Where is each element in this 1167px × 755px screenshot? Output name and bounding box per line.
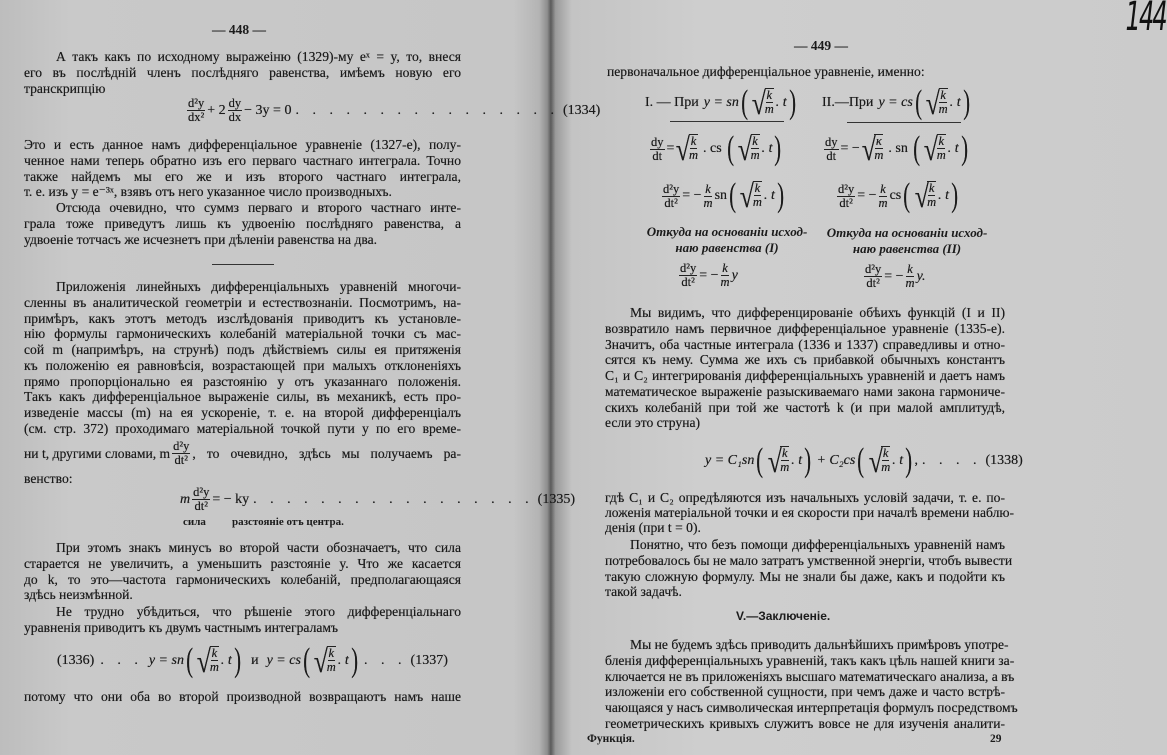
- square-root: [312, 643, 338, 679]
- case-2-result: [862, 263, 926, 290]
- conjunction: и: [251, 653, 259, 668]
- numerator: dy: [651, 134, 664, 149]
- numerator: k: [705, 181, 711, 196]
- fraction: [679, 262, 697, 289]
- text-line: до k, то это—частота гармоническихъ колебаній, предполагающаяся: [24, 571, 461, 587]
- denominator: dt: [826, 148, 837, 163]
- eq-term: = −: [699, 267, 719, 283]
- eq-term: =: [666, 141, 675, 156]
- parenthesized-argument: [855, 442, 914, 480]
- denominator: dx²: [188, 110, 205, 124]
- denominator: m: [326, 660, 336, 674]
- text-line: изведеніе массы (m) на ея ускореніе, т. е. на второй дифференціалъ: [24, 405, 461, 420]
- equation-number: (1335): [537, 491, 575, 507]
- fraction: [864, 263, 882, 290]
- text-line: (см. стр. 372) проходимаго матеріальной точкой пути y по его време-: [24, 420, 461, 436]
- handwritten-folio-number: 144: [1125, 0, 1166, 40]
- text-line: изложеніи его собственной сущности, при чемъ даже и часто встрѣ-: [605, 684, 1005, 700]
- eq-term: = −: [857, 188, 877, 203]
- fraction: [172, 440, 190, 467]
- text-line: грала тоже приведутъ лишь къ удвоенію послѣдняго равенства, а: [24, 215, 461, 231]
- square-root: [766, 443, 792, 479]
- fraction: [721, 262, 730, 289]
- footer-sheet-number: 29: [990, 733, 1002, 745]
- eq-term: y: [731, 267, 738, 283]
- eq-term: = − ky: [212, 491, 250, 507]
- radical-sign: √: [676, 131, 691, 167]
- text-line: также найдемъ мы его же и изъ второго частнаго интеграла,: [24, 168, 461, 184]
- text-line: бленія дифференціальныхъ уравненій, такъ какъ цѣль нашей книги за-: [605, 652, 1015, 668]
- denominator: m: [764, 102, 774, 116]
- parenthesized-argument: [727, 177, 786, 215]
- numerator: k: [880, 181, 886, 196]
- numerator: dy: [228, 96, 242, 110]
- fraction: [689, 134, 698, 162]
- text-line: прямо пропорціонально ея разстоянію y отъ указаннаго положенія.: [24, 373, 461, 389]
- radical-sign: ( √: [313, 643, 329, 679]
- denominator: m: [878, 195, 888, 210]
- case-1-second-derivative: [660, 177, 786, 215]
- text-line: Отсюда очевидно, что суммз перваго и второго частнаго инте-: [56, 200, 461, 215]
- text-line: примѣръ, какъ этотъ методъ изслѣдованія приводитъ къ установле-: [24, 310, 461, 326]
- numerator: k: [754, 181, 761, 195]
- equation-number: (1336): [57, 653, 95, 668]
- square-root: [674, 131, 700, 167]
- text-line: гдѣ C₁ и C₂ опредѣляются изъ начальныхъ условій задачи, т. е. по-: [605, 490, 1005, 505]
- text-line: сой m (напримѣръ, на струнѣ) подъ дѣйствіемъ силы ея притяженія: [24, 342, 461, 357]
- equation-1335: [180, 485, 575, 513]
- eq-term: . t: [949, 95, 961, 110]
- numerator: k: [722, 261, 728, 275]
- text-fragment: ни t, другими словами, m: [24, 445, 171, 461]
- leader-dots: . . . . . . . . . . . . . . . .: [295, 102, 559, 118]
- numerator: k: [766, 88, 773, 102]
- denominator: dt²: [681, 275, 695, 289]
- eq-term: sn: [714, 188, 728, 203]
- text-line: C₁ и C₂ интегрированія дифференціальныхъ уравненій и даетъ намъ: [605, 368, 1005, 383]
- eq-term: = −: [884, 268, 904, 284]
- case-2-first-derivative: [822, 130, 970, 168]
- rule: [670, 121, 784, 122]
- text-line: первоначальное дифференціальное уравненіе, именно:: [607, 64, 925, 79]
- eq-term: . t: [761, 141, 773, 156]
- caption: Откуда на основаніи исход-: [826, 225, 988, 240]
- label-force: сила: [183, 516, 206, 528]
- text-line: математическое выраженіе разыскиваемаго нами закона гармониче-: [605, 383, 1005, 399]
- eq-term: ,: [914, 453, 918, 468]
- text-line: къ положенію ея равновѣсія, возрастающей при малыхъ отклоненіяхъ: [24, 357, 461, 373]
- denominator: m: [720, 275, 730, 289]
- numerator: d²y: [663, 181, 680, 196]
- square-root: [867, 443, 893, 479]
- eq-term: . t: [892, 453, 904, 468]
- denominator: m: [750, 148, 760, 162]
- equation-number: (1334): [562, 102, 601, 118]
- text-line: сленны въ аналитической геометріи и естествознаніи. Посмотримъ, на-: [24, 294, 461, 310]
- radical-sign: ( √: [197, 643, 212, 679]
- leader-dots: . . . .: [921, 453, 982, 468]
- case-label: II.—При: [822, 95, 874, 110]
- eq-term: + 2: [207, 102, 226, 118]
- radical-sign: ( √: [767, 443, 782, 479]
- eq-term: = −: [840, 141, 860, 156]
- caption: Откуда на основаніи исход-: [646, 224, 808, 239]
- text-line: такой задачѣ.: [605, 584, 682, 600]
- eq-term: . t: [791, 453, 803, 468]
- radical-sign: ( √: [740, 178, 755, 214]
- numerator: d²y: [188, 96, 205, 110]
- page-number: — 448 —: [212, 22, 266, 37]
- label-distance: разстояніе отъ центра.: [232, 516, 344, 528]
- case-2-condition: [822, 84, 972, 122]
- right-page: [552, 0, 1167, 755]
- denominator: m: [927, 195, 937, 209]
- fraction: [704, 183, 713, 210]
- square-root: [195, 643, 221, 679]
- text-line: Понятно, что безъ помощи дифференціальныхъ уравненій намъ: [630, 537, 1005, 552]
- denominator: m: [905, 276, 915, 290]
- text-line: Это и есть данное намъ дифференціальное уравненіе (1327-е), полу-: [24, 137, 461, 152]
- eq-term: . t: [337, 653, 349, 668]
- denominator: dt²: [174, 453, 188, 467]
- eq-term: = −: [682, 188, 702, 203]
- equation-number: (1338): [985, 453, 1023, 468]
- square-root: [922, 131, 948, 167]
- text-line: При этомъ знакъ минусъ во второй части обозначаетъ, что сила: [56, 540, 461, 555]
- text-line: ложенія матеріальной точки и ея скорости при началѣ времени наблю-: [605, 505, 1015, 520]
- numerator: d²y: [173, 439, 190, 453]
- equations-1336-1337: [57, 642, 447, 680]
- text-line: ключается не въ приложеніяхъ высшаго математическаго анализа, а въ: [605, 668, 1015, 684]
- text-line: удвоеніе тотчасъ же исчезнетъ при дѣленіи равенства на два.: [24, 231, 378, 247]
- text-line: Мы не будемъ здѣсь приводить дальнѣйшихъ примѣровъ употре-: [630, 637, 1009, 652]
- radical-sign: ( √: [751, 85, 767, 121]
- denominator: m: [209, 660, 219, 674]
- fraction: [662, 183, 680, 210]
- caption: наю равенства (II): [852, 241, 962, 256]
- leader-dots: . . .: [100, 653, 143, 668]
- fraction: [192, 486, 210, 513]
- fraction: [879, 183, 888, 210]
- caption: наю равенства (I): [675, 240, 779, 255]
- parenthesized-argument: [901, 177, 960, 215]
- text-line: потребовалось бы не мало затратъ умственной энергіи, чтобъ вывести: [605, 552, 1013, 568]
- text-line: скихъ колебаній при той же частотѣ k (и при малой амплитудѣ,: [605, 399, 1005, 415]
- leader-dots: . . . . . . . . . . . . . . . . .: [253, 491, 534, 507]
- numerator: k: [328, 646, 335, 660]
- eq-term: y = sn: [148, 653, 184, 668]
- case-label: I. — При: [645, 95, 699, 110]
- page-number: — 449 —: [794, 38, 848, 53]
- eq-term: m: [180, 491, 191, 507]
- denominator: m: [936, 148, 946, 162]
- denominator: m: [881, 460, 891, 474]
- fraction: [187, 97, 205, 124]
- numerator: d²y: [865, 262, 882, 276]
- denominator: m: [874, 148, 884, 162]
- text-line: Мы видимъ, что дифференцированіе обѣихъ функцій (I и II): [630, 305, 1005, 320]
- denominator: m: [938, 102, 948, 116]
- radical-sign: ( √: [914, 178, 929, 214]
- rule: [847, 122, 961, 123]
- square-root: [750, 85, 776, 121]
- numerator: d²y: [680, 261, 697, 275]
- radical-sign: ( √: [868, 443, 883, 479]
- fraction: [650, 136, 665, 163]
- fraction: [210, 646, 219, 674]
- parenthesized-argument: [301, 642, 360, 680]
- equation-number: (1337): [410, 653, 448, 668]
- text-line: ченное нами теперь обратно изъ его перваго частнаго интеграла. Точно: [24, 152, 461, 168]
- text-line: т. е. изъ y = e⁻³ˣ, взявъ отъ него указанное число производныхъ.: [24, 184, 392, 200]
- text-line: если это струна): [605, 415, 701, 431]
- section-heading: V.—Заключеніе.: [736, 609, 831, 623]
- text-line: венство:: [24, 471, 73, 486]
- eq-term: − 3y = 0: [244, 102, 292, 118]
- section-divider: [212, 264, 274, 265]
- text-line: нію формулы гармоническихъ колебаній матеріальной точки съ мас-: [24, 326, 461, 342]
- eq-term: + C₂cs: [816, 453, 856, 468]
- text-line: А такъ какъ по исходному выражеіню (1329)-му eˣ = y, то, внеся: [56, 49, 461, 64]
- radical-sign: ( √: [925, 85, 940, 121]
- case-2-second-derivative: [835, 177, 960, 215]
- eq-term: . t: [763, 188, 775, 203]
- eq-term: . cs: [703, 141, 722, 156]
- eq-term: . t: [220, 653, 232, 668]
- numerator: d²y: [838, 181, 855, 196]
- eq-term: . sn: [888, 141, 908, 156]
- text-fragment: , то очевидно, здѣсь мы получаемъ ра-: [192, 445, 461, 461]
- fraction: [837, 183, 855, 210]
- eq-term: . t: [775, 95, 787, 110]
- square-root: [736, 131, 762, 167]
- case-1-condition: [645, 84, 798, 122]
- case-1-result: [677, 262, 738, 289]
- denominator: dt²: [194, 499, 208, 513]
- fraction: [906, 263, 915, 290]
- eq-term: y.: [916, 268, 926, 284]
- radical-sign: ( √: [923, 131, 938, 167]
- eq-term: cs: [889, 188, 902, 203]
- numerator: k: [211, 646, 218, 660]
- equation-1334: [185, 96, 601, 124]
- parenthesized-argument: [725, 130, 784, 168]
- numerator: k: [752, 134, 758, 148]
- text-line: уравненія приводитъ къ двумъ частнымъ интеграламъ: [24, 619, 339, 635]
- text-line: транскрипцію: [24, 80, 106, 96]
- eq-term: y = cs: [266, 653, 301, 668]
- footer-signature: Функція.: [587, 733, 635, 745]
- eq-term: . t: [947, 141, 959, 156]
- text-line: здѣсь неизмѣнной.: [24, 587, 133, 603]
- denominator: dt²: [866, 276, 880, 290]
- text-line: старается не увеличить, а уменьшить разстояніе y. Что же касается: [24, 555, 461, 571]
- parenthesized-argument: [911, 130, 970, 168]
- denominator: dt: [652, 148, 663, 163]
- denominator: dx: [228, 110, 242, 124]
- text-line: Не трудно убѣдиться, что рѣшеніе этого дифференціальнаго: [56, 604, 461, 619]
- numerator: k: [938, 134, 945, 148]
- fraction: [228, 97, 243, 124]
- text-line-with-math: [24, 440, 461, 467]
- denominator: dt²: [664, 195, 678, 210]
- denominator: m: [752, 195, 762, 209]
- parenthesized-argument: [913, 84, 972, 122]
- denominator: m: [703, 195, 713, 210]
- numerator: k: [907, 262, 913, 276]
- parenthesized-argument: [184, 642, 243, 680]
- equation-1338: [705, 442, 1023, 480]
- numerator: k: [781, 446, 788, 460]
- square-root: [924, 85, 950, 121]
- square-root: [860, 131, 886, 167]
- radical-sign: ( √: [737, 131, 752, 167]
- numerator: κ: [875, 134, 882, 148]
- text-line: его въ послѣдній членъ послѣдняго равенства, имѣемъ новую его: [24, 64, 461, 80]
- eq-term: y = sn: [703, 95, 739, 110]
- numerator: k: [882, 446, 889, 460]
- square-root: [913, 178, 939, 214]
- text-line: такую сложную формулу. Мы не знали бы даже, какъ и подойти къ: [605, 568, 1005, 584]
- text-line: Приложенія линейныхъ дифференціальныхъ уравненій многочи-: [56, 279, 461, 294]
- fraction: [753, 181, 762, 209]
- fraction: [824, 136, 839, 163]
- parenthesized-argument: [754, 442, 813, 480]
- parenthesized-argument: [739, 84, 798, 122]
- square-root: [738, 178, 764, 214]
- text-line: геометрическихъ кривыхъ служитъ вовсе не для изученія аналити-: [605, 715, 1005, 731]
- case-1-first-derivative: [648, 130, 784, 168]
- numerator: d²y: [193, 485, 210, 499]
- text-line: сятся къ нему. Сумма же ихъ съ прибавкой обычныхъ константъ: [605, 352, 1005, 368]
- radical-sign: √: [861, 131, 876, 167]
- denominator: m: [780, 460, 790, 474]
- numerator: k: [940, 88, 946, 102]
- text-line: Такъ какъ дифференціальное выраженіе силы, въ механикѣ, есть про-: [24, 389, 461, 405]
- eq-term: y = cs: [878, 95, 913, 110]
- text-line: потому что они оба во второй производной возвращаютъ намъ наше: [24, 689, 461, 704]
- text-line: чающаяся у насъ символическая интерпретація формулъ посредствомъ: [605, 700, 1018, 715]
- denominator: m: [688, 148, 698, 162]
- numerator: dy: [825, 134, 838, 149]
- leader-dots: . . .: [364, 653, 407, 668]
- eq-term: y = C₁sn: [705, 453, 755, 468]
- numerator: k: [690, 134, 697, 148]
- text-line: денія (при t = 0).: [605, 520, 701, 535]
- numerator: k: [928, 181, 935, 195]
- text-line: возвратило намъ первичное дифференціальное уравненіе (1335-е).: [605, 320, 1005, 336]
- text-line: Значитъ, оба частные интеграла (1336 и 1337) справедливы и отно-: [605, 336, 1005, 352]
- denominator: dt²: [839, 195, 853, 210]
- eq-term: . t: [938, 188, 950, 203]
